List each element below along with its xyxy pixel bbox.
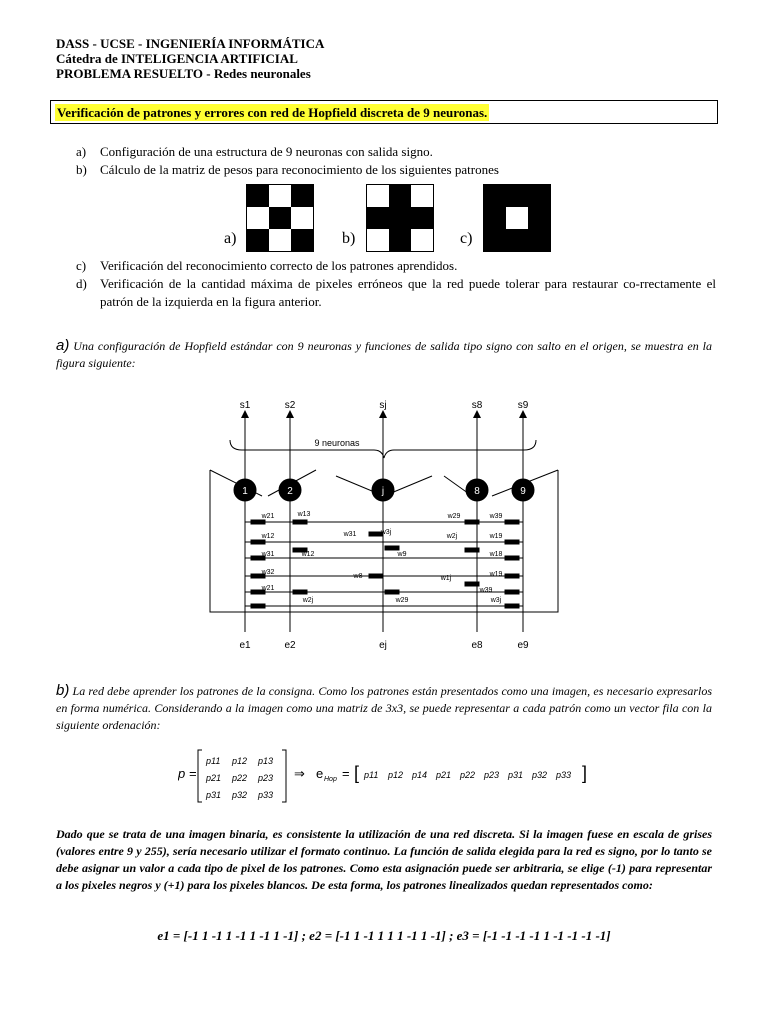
- pattern-cell: [411, 185, 433, 207]
- pattern-cell: [528, 207, 550, 229]
- task-list-bottom: [76, 257, 716, 311]
- pattern-a-grid: [246, 184, 314, 252]
- weight-label: w39: [479, 587, 493, 594]
- weight-resistor: [385, 590, 399, 594]
- pattern-cell: [389, 185, 411, 207]
- input-label: ej: [379, 640, 387, 651]
- weight-label: w19: [489, 533, 503, 540]
- weight-label: w2j: [302, 597, 314, 604]
- weight-label: w29: [447, 513, 461, 520]
- pattern-cell: [291, 229, 313, 251]
- pattern-cell: [411, 229, 433, 251]
- weight-label: w21: [261, 585, 275, 592]
- pattern-cell: [389, 207, 411, 229]
- task-item: b) Cálculo de la matriz de pesos para reconocimiento de los siguientes patrones: [76, 162, 499, 177]
- pattern-cell: [269, 207, 291, 229]
- weight-label: w8: [353, 573, 363, 580]
- task-list-top: [76, 143, 499, 179]
- input-label: e2: [284, 640, 296, 651]
- header-line-2: Cátedra de INTELIGENCIA ARTIFICIAL: [56, 51, 298, 66]
- weight-resistor: [251, 604, 265, 608]
- matrix-lhs: p =: [178, 766, 197, 781]
- pattern-matrix-formula: [178, 748, 598, 808]
- paragraph-a: a) Una configuración de Hopfield estándar con 9 neuronas y funciones de salida tipo signo con salto en el origen, se muestra en la figura siguiente:: [56, 337, 712, 370]
- weight-label: w32: [261, 569, 275, 576]
- weight-resistor: [293, 590, 307, 594]
- matrix-cell: p11: [206, 756, 221, 766]
- pattern-cell: [269, 229, 291, 251]
- weight-resistor: [293, 520, 307, 524]
- header-line-3: PROBLEMA RESUELTO - Redes neuronales: [56, 66, 311, 81]
- pattern-cell: [484, 229, 506, 251]
- weight-resistor: [505, 556, 519, 560]
- matrix-cell: p12: [232, 756, 248, 766]
- weight-label: w13: [297, 511, 311, 518]
- matrix-cell: p23: [258, 773, 274, 783]
- pattern-cell: [291, 207, 313, 229]
- weight-resistor: [505, 604, 519, 608]
- header-line-1: DASS - UCSE - INGENIERÍA INFORMÁTICA: [56, 36, 325, 51]
- pattern-cell: [411, 207, 433, 229]
- vector-name: e: [316, 766, 324, 781]
- vector-entry: p11: [364, 770, 379, 780]
- pattern-cell: [484, 185, 506, 207]
- task-item: c) Verificación del reconocimiento correcto de los patrones aprendidos.: [76, 258, 458, 273]
- pattern-cell: [367, 229, 389, 251]
- weight-label: w3j: [490, 597, 502, 604]
- vector-entry: p31: [508, 770, 524, 780]
- weight-label: w12: [261, 533, 275, 540]
- pattern-cell: [528, 229, 550, 251]
- task-item: a) Configuración de una estructura de 9 neuronas con salida signo.: [76, 144, 433, 159]
- pattern-cell: [247, 185, 269, 207]
- weight-resistor: [465, 582, 479, 586]
- matrix-bracket-left: [198, 750, 202, 802]
- pattern-cell: [506, 229, 528, 251]
- output-label: sj: [379, 400, 387, 411]
- weight-label: w2j: [446, 533, 458, 540]
- matrix-cell: p13: [258, 756, 274, 766]
- matrix-cell: p32: [232, 790, 248, 800]
- problem-title: Verificación de patrones y errores con red de Hopfield discreta de 9 neuronas.: [57, 105, 488, 120]
- vector-entry: p21: [436, 770, 452, 780]
- output-label: s2: [284, 400, 296, 411]
- weight-resistor: [505, 590, 519, 594]
- matrix-bracket-right: [282, 750, 286, 802]
- weight-resistor: [465, 520, 479, 524]
- pattern-a-label: a): [224, 230, 237, 247]
- matrix-cell: p33: [258, 790, 274, 800]
- document-header: [56, 36, 324, 81]
- pattern-cell: [367, 207, 389, 229]
- output-label: s8: [471, 400, 483, 411]
- weight-resistor: [505, 540, 519, 544]
- pattern-cell: [269, 185, 291, 207]
- matrix-cell: p31: [206, 790, 222, 800]
- neuron-label: 8: [474, 486, 480, 497]
- pattern-c-label: c): [460, 230, 473, 247]
- pattern-cell: [291, 185, 313, 207]
- pattern-cell: [484, 207, 506, 229]
- pattern-b-label: b): [342, 230, 356, 247]
- weight-resistor: [505, 520, 519, 524]
- input-label: e9: [517, 640, 529, 651]
- weight-resistor: [465, 548, 479, 552]
- vector-entry: p22: [460, 770, 476, 780]
- problem-title-box: [50, 100, 718, 124]
- weight-resistor: [251, 520, 265, 524]
- output-label: s9: [517, 400, 529, 411]
- vector-bracket-left: [: [354, 763, 360, 783]
- weight-label: w39: [489, 513, 503, 520]
- pattern-cell: [528, 185, 550, 207]
- weight-resistor: [251, 540, 265, 544]
- neuron-label: 1: [242, 486, 248, 497]
- weight-label: w31: [343, 531, 357, 538]
- vector-subscript: Hop: [324, 776, 337, 783]
- weight-label: w21: [261, 513, 275, 520]
- linearized-patterns: e1 = [-1 1 -1 1 -1 1 -1 1 -1] ; e2 = [-1 1 -1 1 1 1 -1 1 -1] ; e3 = [-1 -1 -1 -1 1 -1 -1 -1 -1]: [157, 928, 611, 943]
- weight-label: w19: [489, 571, 503, 578]
- implies-arrow: ⇒: [294, 766, 305, 781]
- weight-resistor: [369, 574, 383, 578]
- neuron-label: 9: [520, 486, 526, 497]
- pattern-cell: [367, 185, 389, 207]
- weight-label: w3j: [380, 529, 392, 536]
- weight-label: w12: [301, 551, 315, 558]
- pattern-cell: [389, 229, 411, 251]
- pattern-c-grid: [483, 184, 551, 252]
- pattern-cell: [247, 229, 269, 251]
- weight-label: w1j: [440, 575, 452, 582]
- vector-equals: =: [342, 766, 350, 781]
- weight-resistor: [505, 574, 519, 578]
- vector-entry: p32: [532, 770, 548, 780]
- paragraph-c: Dado que se trata de una imagen binaria, es consistente la utilización de una red discreta. Si la imagen fuese en escala de grises (valores entre 9 y 255), sería necesario utilizar el formato continuo. La función de salida elegida para la red es signo, por lo tanto se debe asignar un valor a cada tipo de pixel de los patrones. Como esta asignación puede ser arbitraria, se elige (-1) para representar a los pixeles negros y (+1) para los pixeles blancos. De esta forma, los patrones linealizados quedan representados como:: [56, 827, 712, 892]
- weight-label: w31: [261, 551, 275, 558]
- pattern-cell: [247, 207, 269, 229]
- brace-label: 9 neuronas: [314, 438, 360, 448]
- input-label: e8: [471, 640, 483, 651]
- vector-bracket-right: ]: [582, 763, 588, 783]
- matrix-cell: p22: [232, 773, 248, 783]
- vector-entry: p23: [484, 770, 500, 780]
- paragraph-b: b) La red debe aprender los patrones de la consigna. Como los patrones están presentados como una imagen, es necesario expresarlos en forma numérica. Considerando a la imagen como una matriz de 3x3, se puede representar a cada patrón como un vector fila con la siguiente ordenación:: [56, 682, 712, 732]
- weight-label: w9: [397, 551, 407, 558]
- weight-label: w18: [489, 551, 503, 558]
- vector-entry: p33: [556, 770, 572, 780]
- input-label: e1: [239, 640, 251, 651]
- neuron-label: 2: [287, 486, 293, 497]
- task-item: d) Verificación de la cantidad máxima de pixeles erróneos que la red puede tolerar para restaurar co-rrectamente el patrón de la izquierda en la figura anterior.: [76, 276, 716, 309]
- pattern-cell: [506, 207, 528, 229]
- pattern-b-grid: [366, 184, 434, 252]
- vector-entry: p12: [388, 770, 404, 780]
- output-label: s1: [239, 400, 251, 411]
- weight-resistor: [385, 546, 399, 550]
- pattern-cell: [506, 185, 528, 207]
- vector-entry: p14: [412, 770, 428, 780]
- weight-label: w29: [395, 597, 409, 604]
- hopfield-network-diagram: [196, 392, 576, 656]
- neuron-label: j: [381, 486, 385, 497]
- matrix-cell: p21: [206, 773, 222, 783]
